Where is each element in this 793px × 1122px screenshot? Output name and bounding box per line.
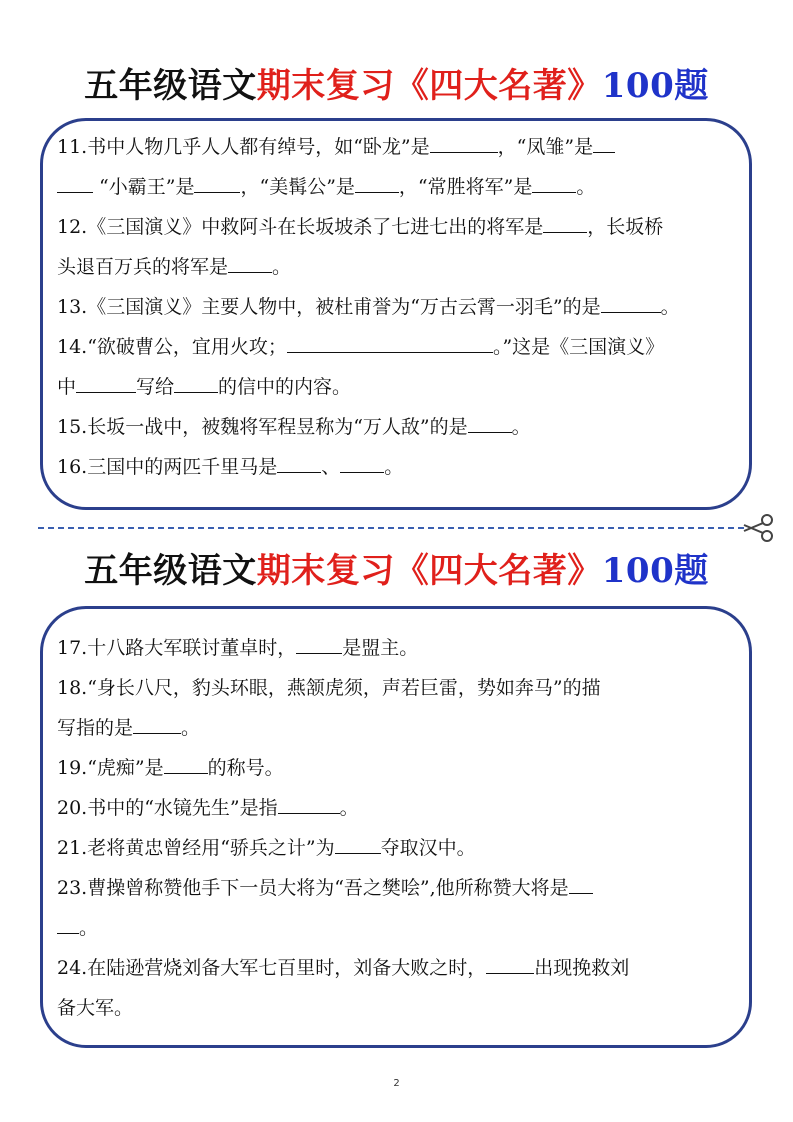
q14-text-e: 的信中的内容。 <box>218 376 352 398</box>
page-title <box>0 66 793 106</box>
question-17 <box>57 628 747 668</box>
answer-blank[interactable] <box>174 370 218 393</box>
question-23-line1 <box>57 868 747 908</box>
question-20 <box>57 788 747 828</box>
question-14-line1 <box>57 327 747 367</box>
q18-text-a: 18.“身长八尺，豹头环眼，燕颔虎须，声若巨雷，势如奔马”的描 <box>57 677 601 699</box>
question-18-line2 <box>57 708 747 748</box>
answer-blank[interactable] <box>57 911 79 934</box>
question-18-line1 <box>57 668 747 708</box>
title-part3: 100 <box>601 66 675 106</box>
page-number: 2 <box>393 1078 400 1089</box>
q14-text-a: 14.“欲破曹公，宜用火攻； <box>57 336 287 358</box>
question-14-line2 <box>57 367 747 407</box>
q24-text-b: 出现挽救刘 <box>534 957 630 979</box>
answer-blank[interactable] <box>601 290 661 313</box>
title-part1: 五年级语文 <box>84 66 257 106</box>
q20-text-b: 。 <box>339 797 359 819</box>
title-part3: 100 <box>601 551 675 591</box>
q13-text-a: 13.《三国演义》主要人物中，被杜甫誉为“万古云霄一羽毛”的是 <box>57 296 601 318</box>
q11-text-b: ，“凤雏”是 <box>497 136 594 158</box>
q11-text-a: 11.书中人物几乎人人都有绰号，如“卧龙”是 <box>57 136 430 158</box>
answer-blank[interactable] <box>277 450 321 473</box>
answer-blank[interactable] <box>76 370 136 393</box>
answer-blank[interactable] <box>164 751 208 774</box>
q17-text-b: 是盟主。 <box>342 637 419 659</box>
q14-text-c: 中 <box>57 376 77 398</box>
answer-blank[interactable] <box>57 170 93 193</box>
answer-blank[interactable] <box>194 170 240 193</box>
q11-text-f: 。 <box>576 176 596 198</box>
answer-blank[interactable] <box>278 791 340 814</box>
q21-text-a: 21.老将黄忠曾经用“骄兵之计”为 <box>57 837 335 859</box>
question-12-line2 <box>57 247 747 287</box>
answer-blank[interactable] <box>430 130 498 153</box>
answer-blank[interactable] <box>593 130 615 153</box>
q12-text-b: ，长坂桥 <box>587 216 664 238</box>
answer-blank[interactable] <box>296 631 342 654</box>
q19-text-a: 19.“虎痴”是 <box>57 757 164 779</box>
question-21 <box>57 828 747 868</box>
title-part2: 期末复习《四大名著》 <box>256 551 602 591</box>
answer-blank[interactable] <box>532 170 576 193</box>
answer-blank[interactable] <box>133 711 181 734</box>
answer-blank[interactable] <box>340 450 384 473</box>
q18-text-b: 写指的是 <box>57 717 134 739</box>
answer-blank[interactable] <box>569 871 593 894</box>
q11-text-c: “小霸王”是 <box>99 176 195 198</box>
answer-blank[interactable] <box>468 410 512 433</box>
q12-text-a: 12.《三国演义》中救阿斗在长坂坡杀了七进七出的将军是 <box>57 216 544 238</box>
q14-text-b: 。”这是《三国演义》 <box>492 336 665 358</box>
answer-blank[interactable] <box>355 170 399 193</box>
question-11-line1 <box>57 127 747 167</box>
q13-text-b: 。 <box>660 296 680 318</box>
title-part2: 期末复习《四大名著》 <box>256 66 602 106</box>
q14-text-d: 写给 <box>136 376 175 398</box>
q23-text-b: 。 <box>79 917 99 939</box>
title-part1: 五年级语文 <box>84 551 257 591</box>
question-24-line1 <box>57 948 747 988</box>
q19-text-b: 的称号。 <box>207 757 284 779</box>
q18-text-c: 。 <box>181 717 201 739</box>
title-part4: 题 <box>674 551 709 591</box>
q17-text-a: 17.十八路大军联讨董卓时， <box>57 637 297 659</box>
q15-text-a: 15.长坂一战中，被魏将军程昱称为“万人敌”的是 <box>57 416 468 438</box>
q12-text-d: 。 <box>272 256 292 278</box>
answer-blank[interactable] <box>486 951 534 974</box>
q24-text-a: 24.在陆逊营烧刘备大军七百里时，刘备大败之时， <box>57 957 487 979</box>
question-11-line2 <box>57 167 747 207</box>
q15-text-b: 。 <box>511 416 531 438</box>
q11-text-d: ，“美髯公”是 <box>240 176 355 198</box>
answer-blank[interactable] <box>335 831 381 854</box>
q23-text-a: 23.曹操曾称赞他手下一员大将为“吾之樊哙”,他所称赞大将是 <box>57 877 569 899</box>
question-24-line2 <box>57 988 747 1028</box>
answer-blank[interactable] <box>543 210 587 233</box>
cut-line <box>38 527 744 529</box>
q12-text-c: 头退百万兵的将军是 <box>57 256 229 278</box>
answer-blank[interactable] <box>287 330 493 353</box>
q16-text-a: 16.三国中的两匹千里马是 <box>57 456 278 478</box>
scissors-icon <box>742 511 776 545</box>
question-19 <box>57 748 747 788</box>
question-15 <box>57 407 747 447</box>
question-23-line2 <box>57 908 747 948</box>
answer-blank[interactable] <box>228 250 272 273</box>
question-12-line1 <box>57 207 747 247</box>
q20-text-a: 20.书中的“水镜先生”是指 <box>57 797 278 819</box>
title-part4: 题 <box>674 66 709 106</box>
q16-text-b: 、 <box>321 456 341 478</box>
page-title-2 <box>0 551 793 591</box>
q21-text-b: 夺取汉中。 <box>380 837 476 859</box>
question-16 <box>57 447 747 487</box>
q11-text-e: ，“常胜将军”是 <box>398 176 533 198</box>
q24-text-c: 备大军。 <box>57 997 134 1019</box>
question-13 <box>57 287 747 327</box>
q16-text-c: 。 <box>384 456 404 478</box>
